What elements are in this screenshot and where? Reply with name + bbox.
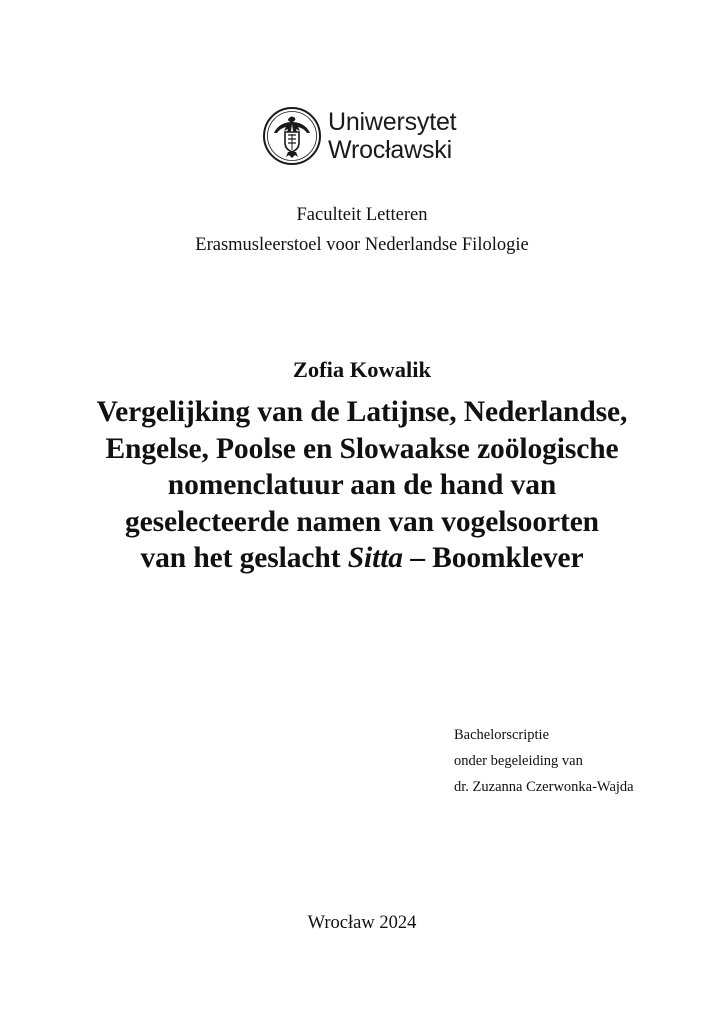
place-year: Wrocław 2024 — [307, 913, 417, 933]
supervision-label: onder begeleiding van — [454, 753, 583, 769]
department-name: Erasmusleerstoel voor Nederlandse Filologie — [195, 235, 529, 255]
university-name-line1: Uniwersytet — [328, 108, 457, 136]
faculty-block — [0, 200, 724, 260]
university-name — [328, 108, 456, 164]
university-eagle-crest-icon — [262, 106, 322, 166]
university-logo — [262, 106, 462, 170]
genus-name: Sitta — [347, 542, 403, 574]
title-line5-prefix: van het geslacht — [140, 542, 348, 574]
faculty-name: Faculteit Letteren — [296, 205, 428, 225]
author-name: Zofia Kowalik — [292, 357, 432, 382]
title-line — [60, 540, 664, 577]
title-line: Engelse, Poolse en Slowaakse zoölogische — [105, 432, 619, 465]
title-line: nomenclatuur aan de hand van — [167, 469, 557, 501]
thesis-type: Bachelorscriptie — [454, 727, 550, 743]
thesis-info — [454, 722, 694, 800]
title-line5-suffix: – Boomklever — [402, 542, 584, 574]
thesis-title — [60, 394, 664, 577]
university-name-line2: Wrocławski — [328, 136, 452, 164]
supervisor-name: dr. Zuzanna Czerwonka-Wajda — [454, 779, 634, 795]
title-line: Vergelijking van de Latijnse, Nederlandse, — [96, 396, 628, 428]
title-line: geselecteerde namen van vogelsoorten — [124, 505, 599, 538]
